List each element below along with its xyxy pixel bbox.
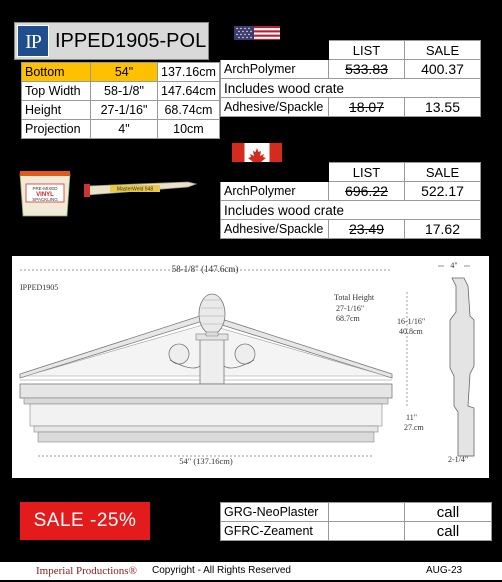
dimension-row [22,120,220,139]
footer-copyright: Copyright - All Rights Reserved [152,565,291,576]
price-item-label: Adhesive/Spackle [221,98,329,117]
price-row [221,60,481,79]
dimension-label: Projection [22,120,91,139]
materials-table [220,502,492,541]
side-height-inches: 16-1/16" [397,317,426,326]
adhesive-products-image [18,168,198,218]
total-height-inches: 27-1/16" [336,304,365,313]
dimension-inches: 4" [91,120,158,139]
base-height-inches: 11" [406,413,417,422]
dimension-inches: 27-1/16" [91,101,158,120]
price-row [221,98,481,117]
footer-date: AUG-23 [426,565,463,576]
product-header [14,22,209,60]
price-row [221,182,481,201]
dimension-cm: 68.74cm [158,101,220,120]
material-price: call [405,522,492,541]
total-height-cm: 68.7cm [336,314,360,323]
model-label: IPPED1905 [20,283,59,292]
total-height-label: Total Height [334,293,375,302]
sale-header: SALE [405,163,481,182]
material-row [221,503,492,522]
material-row [221,522,492,541]
pediment-elevation-diagram [12,256,489,478]
dimension-cm: 10cm [158,120,220,139]
crate-note: Includes wood crate [221,201,481,220]
spackle-tub-icon [20,171,70,216]
dimension-label: Bottom [22,63,91,82]
crate-note: Includes wood crate [221,79,481,98]
pediment-drawing [12,256,489,478]
svg-text:MasterWeld 948: MasterWeld 948 [116,186,154,193]
list-price: 696.22 [329,182,405,201]
dimensions-table [21,62,220,139]
dimension-label: Top Width [22,82,91,101]
price-item-label: ArchPolymer [221,182,329,201]
adhesive-tube-icon [84,182,196,197]
price-item-label: ArchPolymer [221,60,329,79]
sale-badge: SALE -25% [20,502,150,540]
list-header: LIST [329,163,405,182]
top-width-label: 58-1/8" (147.6cm) [171,264,239,274]
svg-text:PRE-MIXED: PRE-MIXED [32,186,58,191]
product-code: IPPED1905-POL [55,30,207,52]
svg-text:SPACKLING: SPACKLING [32,197,58,202]
canada-price-table [220,162,481,239]
material-label: GFRC-Zeament [221,522,329,541]
list-header: LIST [329,41,405,60]
base-height-cm: 27.cm [404,423,424,432]
dimension-row [22,82,220,101]
usa-price-table [220,40,481,117]
dimension-label: Height [22,101,91,120]
dimension-inches: 58-1/8" [91,82,158,101]
material-label: GRG-NeoPlaster [221,503,329,522]
list-price: 533.83 [329,60,405,79]
side-height-cm: 40.8cm [399,327,423,336]
footer [0,562,502,580]
dimension-cm: 147.64cm [158,82,220,101]
sale-header: SALE [405,41,481,60]
dimension-row [22,63,220,82]
dimension-inches: 54" [91,63,158,82]
sale-price: 13.55 [405,98,481,117]
material-price: call [405,503,492,522]
sale-price: 17.62 [405,220,481,239]
sale-price: 522.17 [405,182,481,201]
svg-text:VINYL: VINYL [36,192,54,198]
bottom-width-label: 54" (137.16cm) [179,456,233,466]
projection-label: 2-1/4" [448,455,469,464]
price-item-label: Adhesive/Spackle [221,220,329,239]
dimension-cm: 137.16cm [158,63,220,82]
list-price: 18.07 [329,98,405,117]
price-row [221,220,481,239]
company-logo: IP [17,25,49,57]
sale-price: 400.37 [405,60,481,79]
footer-brand: Imperial Productions® [36,565,137,577]
dimension-row [22,101,220,120]
list-price: 23.49 [329,220,405,239]
depth-label: 4" [450,261,458,270]
